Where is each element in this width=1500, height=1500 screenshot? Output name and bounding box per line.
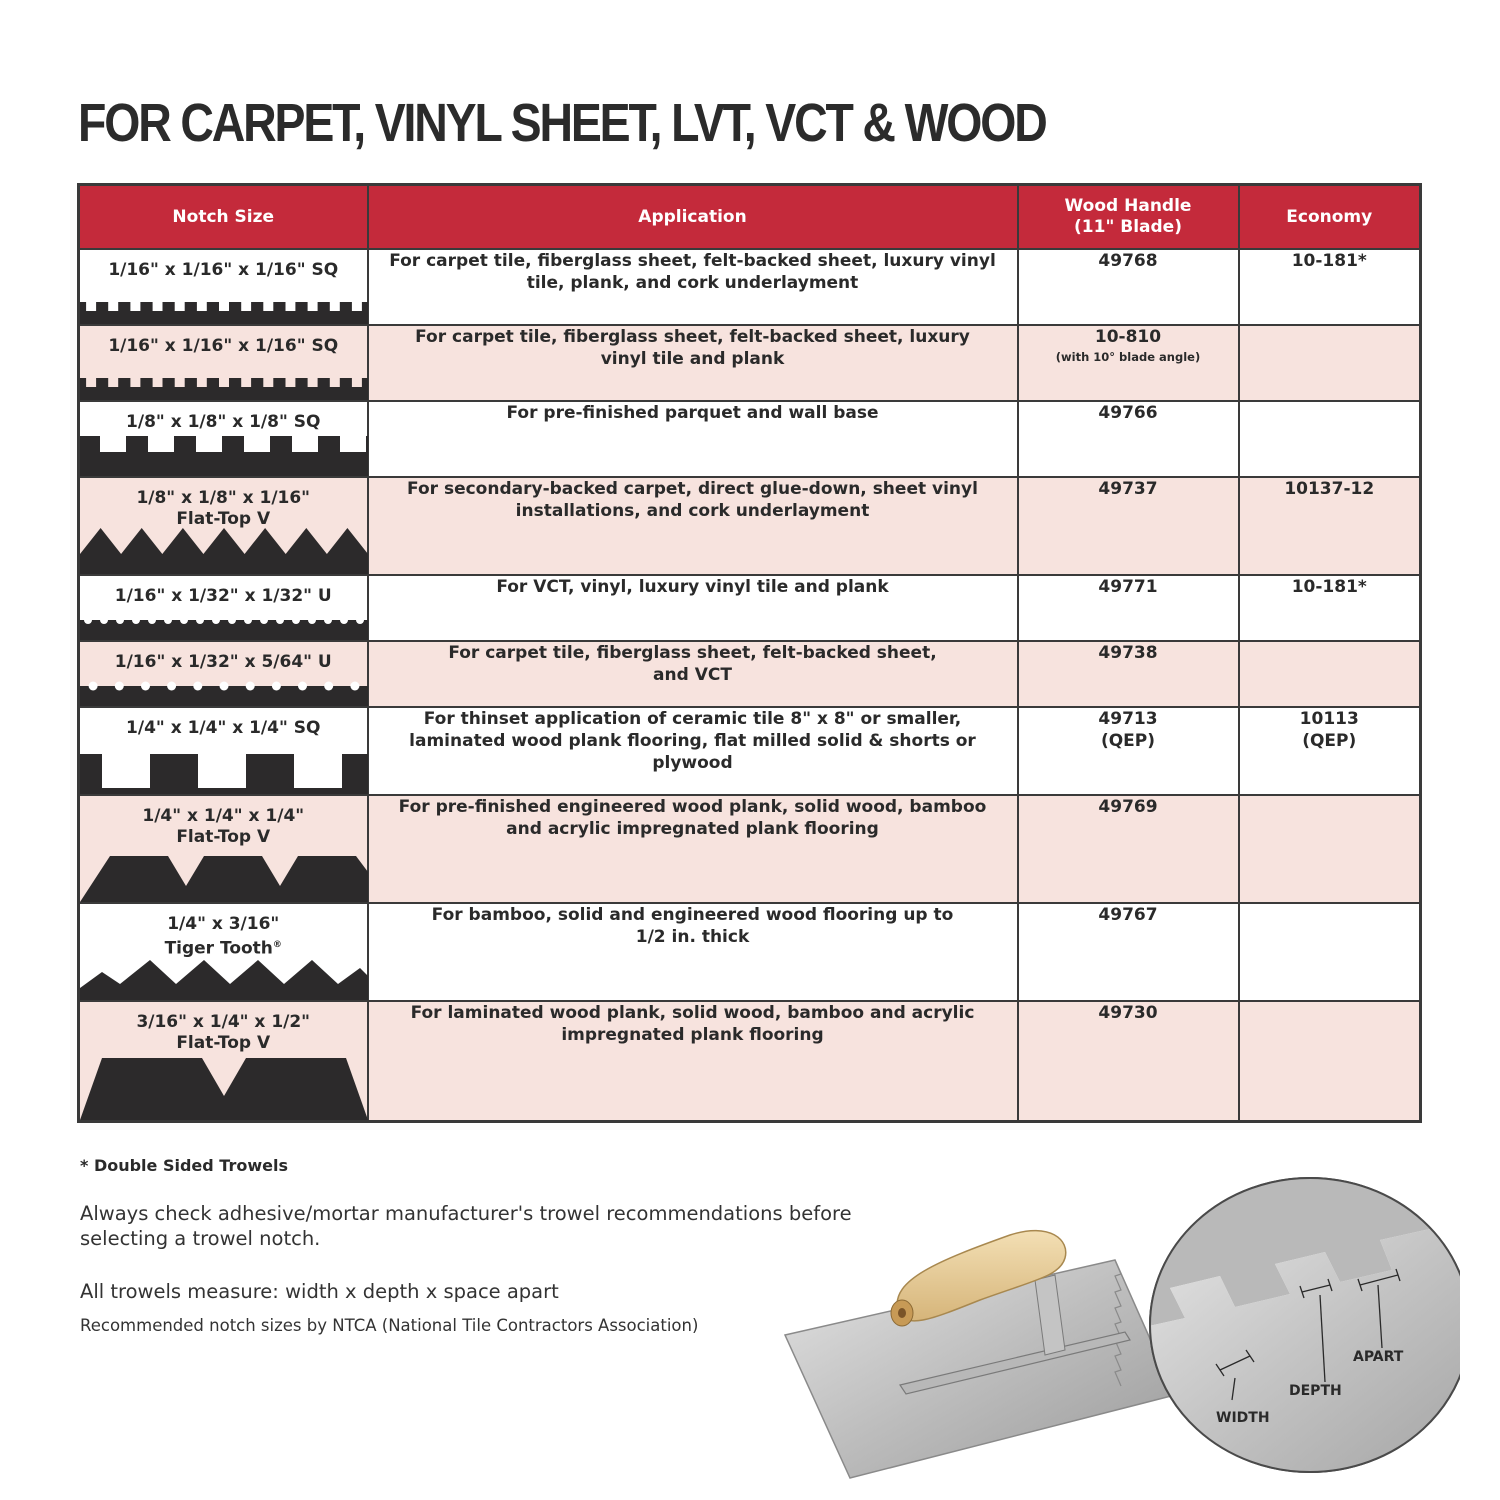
u-notch-dot [246,682,255,691]
notch-profile-icon [80,708,368,794]
cell-application: For VCT, vinyl, luxury vinyl tile and plank [368,575,1018,641]
cell-wood-handle [1018,325,1239,401]
header-application: Application [368,185,1018,250]
cell-notch-size [79,325,368,401]
notch-size-label: 1/8" x 1/8" x 1/8" SQ [126,412,321,432]
notch-profile-icon [80,478,368,574]
notch-detail-circle [1140,1160,1460,1480]
u-notch-dot [244,616,252,624]
economy-note: (QEP) [1302,731,1357,751]
economy-code: 10137-12 [1284,479,1375,499]
note-ntca: Recommended notch sizes by NTCA (National Tile Contractors Association) [80,1316,699,1335]
u-notch-dot [148,616,156,624]
cell-wood-handle [1018,795,1239,903]
cell-economy [1239,903,1421,1001]
cell-application: For bamboo, solid and engineered wood flooring up to 1/2 in. thick [368,903,1018,1001]
table-row [79,1001,1421,1122]
cell-application: For pre-finished engineered wood plank, solid wood, bamboo and acrylic impregnated plank flooring [368,795,1018,903]
cell-economy [1239,707,1421,795]
u-notch-dot [196,616,204,624]
table-header-row [79,185,1421,250]
notch-profile-icon [80,576,368,640]
u-notch-dot [298,682,307,691]
wood-handle-code: 10-810 [1094,327,1162,347]
wood-handle-note: (QEP) [1100,731,1156,751]
cell-application: For pre-finished parquet and wall base [368,401,1018,477]
cell-application: For secondary-backed carpet, direct glue-down, sheet vinyl installations, and cork underlayment [368,477,1018,575]
cell-application: For carpet tile, fiberglass sheet, felt-backed sheet, luxury vinyl tile and plank [368,325,1018,401]
cell-economy [1239,325,1421,401]
u-notch-dot [116,616,124,624]
trowel-illustration [780,1160,1460,1480]
wood-handle-code: 49737 [1098,479,1158,499]
wood-handle-code: 49713 [1098,709,1158,729]
u-notch-dot [292,616,300,624]
notch-size-label: 3/16" x 1/4" x 1/2" Flat-Top V [136,1012,311,1053]
u-notch-dot [193,682,202,691]
label-width: WIDTH [1216,1410,1270,1426]
trowel-table [77,183,1422,1123]
header-economy: Economy [1239,185,1421,250]
notch-profile-icon [80,904,368,1000]
cell-wood-handle [1018,477,1239,575]
cell-economy [1239,641,1421,707]
notch-size-label: 1/8" x 1/8" x 1/16" Flat-Top V [136,488,311,529]
cell-notch-size [79,707,368,795]
u-notch-dot [220,682,229,691]
u-notch-dot [260,616,268,624]
u-notch-dot [132,616,140,624]
cell-economy [1239,477,1421,575]
notch-profile-icon [80,326,368,400]
table-row [79,401,1421,477]
u-notch-dot [350,682,359,691]
cell-notch-size [79,401,368,477]
notch-profile-icon [80,796,368,902]
notch-size-label: 1/4" x 1/4" x 1/4" SQ [126,718,321,738]
u-notch-dot [141,682,150,691]
u-notch-dot [180,616,188,624]
cell-notch-size [79,903,368,1001]
label-apart: APART [1353,1349,1404,1365]
cell-application: For thinset application of ceramic tile 8" x 8" or smaller, laminated wood plank flooring, flat milled solid & shorts or plywood [368,707,1018,795]
notch-size-label: 1/16" x 1/32" x 5/64" U [114,652,332,672]
table-row [79,707,1421,795]
u-notch-dot [89,682,98,691]
cell-notch-size [79,795,368,903]
cell-application: For laminated wood plank, solid wood, bamboo and acrylic impregnated plank flooring [368,1001,1018,1122]
cell-economy [1239,575,1421,641]
u-notch-dot [276,616,284,624]
table-row [79,325,1421,401]
wood-handle-code: 49730 [1098,1003,1158,1023]
notch-size-label: 1/4" x 3/16" Tiger Tooth [164,914,280,959]
u-notch-dot [115,682,124,691]
u-notch-dot [340,616,348,624]
cell-wood-handle [1018,1001,1239,1122]
notch-size-label: 1/16" x 1/16" x 1/16" SQ [108,336,339,356]
u-notch-dot [324,682,333,691]
u-notch-dot [167,682,176,691]
cell-notch-size [79,575,368,641]
cell-economy [1239,249,1421,325]
wood-handle-code: 49768 [1098,251,1158,271]
economy-code: 10-181* [1291,251,1367,271]
cell-wood-handle [1018,903,1239,1001]
cell-economy [1239,401,1421,477]
wood-handle-code: 49767 [1098,905,1158,925]
u-notch-dot [84,616,92,624]
note-measurement: All trowels measure: width x depth x space apart [80,1280,559,1303]
cell-notch-size [79,477,368,575]
cell-economy [1239,1001,1421,1122]
wood-handle-code: 49771 [1098,577,1158,597]
wood-handle-code: 49769 [1098,797,1158,817]
table-row [79,249,1421,325]
cell-wood-handle [1018,641,1239,707]
u-notch-dot [356,616,364,624]
header-notch-size: Notch Size [79,185,368,250]
header-wood-handle [1018,185,1239,250]
notch-profile-icon [80,402,368,476]
registered-mark: ® [272,940,282,950]
notch-profile-icon [80,1002,368,1120]
u-notch-dot [164,616,172,624]
label-depth: DEPTH [1289,1383,1342,1399]
cell-notch-size [79,1001,368,1122]
cell-notch-size [79,641,368,707]
u-notch-dot [308,616,316,624]
note-check-adhesive: Always check adhesive/mortar manufacturer's trowel recommendations before selecting a trowel notch. [80,1202,852,1250]
header-wood-handle-label: Wood Handle (11" Blade) [1064,196,1192,237]
cell-notch-size [79,249,368,325]
cell-wood-handle [1018,575,1239,641]
footnote-double-sided: * Double Sided Trowels [80,1156,288,1175]
u-notch-dot [228,616,236,624]
cell-wood-handle [1018,249,1239,325]
table-row [79,641,1421,707]
u-notch-dot [324,616,332,624]
cell-application: For carpet tile, fiberglass sheet, felt-backed sheet, and VCT [368,641,1018,707]
wood-handle-code: 49766 [1098,403,1158,423]
table-row [79,575,1421,641]
cell-economy [1239,795,1421,903]
u-notch-dot [272,682,281,691]
page-title: FOR CARPET, VINYL SHEET, LVT, VCT & WOOD [78,93,1046,153]
table-row [79,477,1421,575]
cell-wood-handle [1018,401,1239,477]
notch-profile-icon [80,250,368,324]
wood-handle-note: (with 10° blade angle) [1055,350,1201,364]
economy-code: 10-181* [1291,577,1367,597]
u-notch-dot [100,616,108,624]
table-row [79,795,1421,903]
table-row [79,903,1421,1001]
u-notch-dot [212,616,220,624]
notch-size-label: 1/4" x 1/4" x 1/4" Flat-Top V [142,806,305,847]
cell-wood-handle [1018,707,1239,795]
notch-size-label: 1/16" x 1/16" x 1/16" SQ [108,260,339,280]
cell-application: For carpet tile, fiberglass sheet, felt-backed sheet, luxury vinyl tile, plank, and cork underlayment [368,249,1018,325]
wood-handle-code: 49738 [1098,643,1158,663]
economy-code: 10113 [1299,709,1359,729]
notch-profile-icon [80,642,368,706]
notch-size-label: 1/16" x 1/32" x 1/32" U [114,586,332,606]
